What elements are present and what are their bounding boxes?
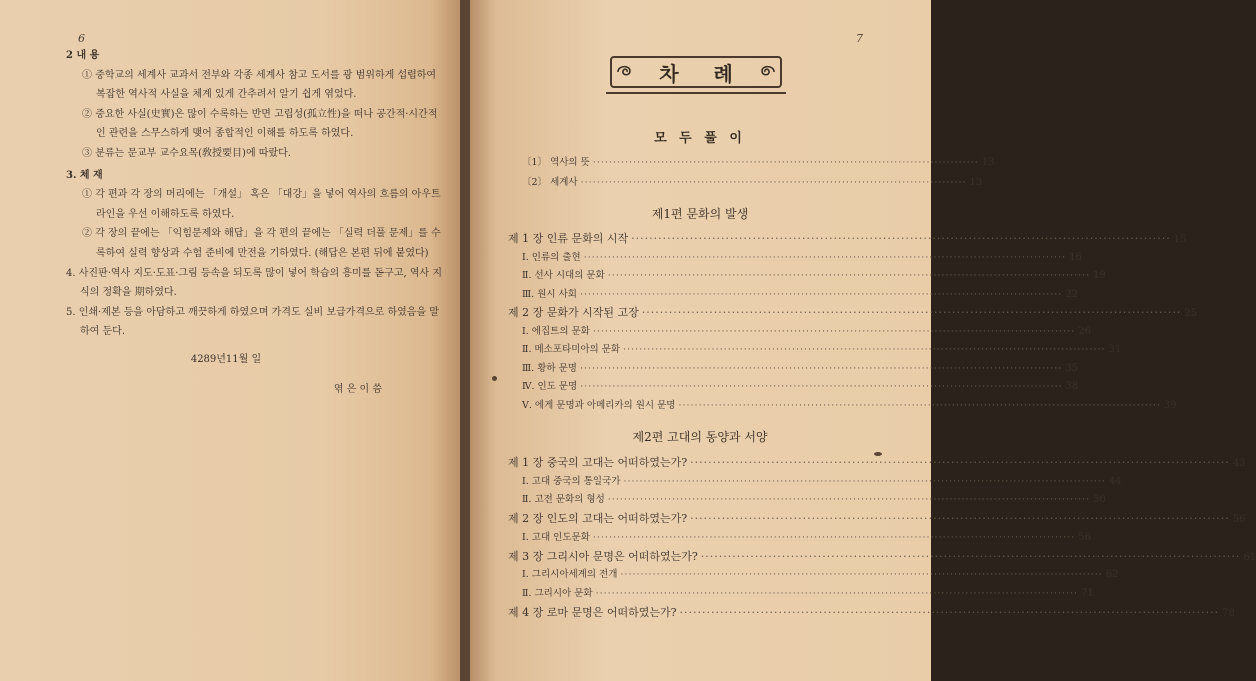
toc-leader-dots: ························································································································ (607, 270, 1091, 281)
toc-entry-page: 56 (1078, 531, 1091, 543)
toc-entry-page: 78 (1222, 607, 1235, 619)
toc-section-entry[interactable] (508, 323, 1091, 337)
toc-leader-dots: ························································································································ (607, 494, 1091, 506)
format-item-2: ② 각 장의 끝에는 「익힘문제와 해답」을 각 편의 끝에는 「실력 더풀 문제」를 수록하여 실력 향상과 수험 준비에 만전을 기하였다. (해답은 본편 뒤에 붙였다) (82, 228, 441, 259)
paper-stain (874, 452, 882, 456)
numbered-item-4: 4. 사진판·역사 지도·도표·그림 등속을 되도록 많이 넣어 학습의 흥미를 돋구고, 역사 지식의 정확을 期하였다. (66, 267, 443, 299)
toc-leader-dots: ························································································································ (592, 325, 1076, 337)
toc-leader-dots: ························································································································ (631, 232, 1171, 245)
toc-entry-label: 제 3 장 그리시아 문명은 어떠하였는가? (508, 549, 698, 563)
preface-signature: 엮 은 이 씀 (333, 383, 382, 395)
toc-section-entry[interactable] (508, 491, 1106, 506)
title-underline (606, 92, 786, 94)
toc-entry-page: 35 (1065, 362, 1079, 374)
right-page-number: 7 (856, 32, 863, 45)
toc-chapter-entry[interactable] (508, 230, 1187, 246)
numbered-item-5: 5. 인쇄·제본 등을 아담하고 깨끗하게 하였으며 가격도 실비 보급가격으로 하였음을 말하여 둔다. (66, 306, 439, 338)
toc-entry[interactable]: 〔1〕 역사의 뜻 ································································································ 13 (522, 157, 995, 168)
toc-leader-dots: ························································································································ (623, 475, 1106, 487)
toc-leader-dots: ························································································································ (583, 251, 1067, 263)
toc-entry-label: Ⅴ. 에게 문명과 아메리카의 원시 문명 (522, 399, 676, 411)
toc-chapter-entry[interactable] (508, 548, 1256, 564)
toc-leader-dots: ························································································································ (579, 288, 1063, 300)
toc-entry-label: Ⅲ. 황하 문명 (522, 362, 577, 374)
toc-entry-label: Ⅰ. 인류의 출현 (522, 251, 581, 263)
toc-entry-page: 62 (1105, 569, 1119, 581)
toc-entry-label: 제 1 장 중국의 고대는 어떠하였는가? (508, 456, 688, 469)
toc-leader-dots: ························································································································ (592, 531, 1076, 543)
toc-entry[interactable]: 〔2〕 세계사 ································································································ 13 (522, 177, 983, 188)
toc-entry-label: 제 2 장 인도의 고대는 어떠하였는가? (508, 512, 688, 526)
toc-entry-label: Ⅱ. 그리시아 문화 (522, 587, 593, 599)
toc-entry-page: 50 (1093, 494, 1106, 506)
section-heading-content: 2 내 용 (66, 50, 100, 61)
toc-section-entry[interactable] (508, 249, 1082, 263)
toc-section-entry[interactable] (508, 585, 1094, 599)
toc-leader-dots: ························································································································ (595, 587, 1078, 599)
toc-leader-dots: ························································································································ (678, 399, 1161, 411)
toc-leader-dots: ························································································································ (690, 512, 1230, 526)
toc-leader-dots: ························································································································ (641, 306, 1182, 319)
toc-entry-label: Ⅰ. 에집트의 문화 (522, 325, 590, 337)
paper-stain (492, 376, 497, 381)
scroll-ornament-icon (614, 61, 636, 83)
toc-entry-label: 제 4 장 로마 문명은 어떠하였는가? (508, 605, 677, 619)
toc-entry-page: 31 (1108, 344, 1122, 355)
toc-entry-page: 16 (1069, 251, 1082, 263)
toc-section-entry[interactable] (508, 378, 1079, 392)
toc-leader-dots: ························································································································ (700, 549, 1241, 563)
format-item-1: ① 각 편과 각 장의 머리에는 「개설」 혹은 「대강」을 넣어 역사의 흐름의 아우트라인을 우선 이해하도록 하였다. (82, 189, 441, 220)
section-heading-format: 3. 체 재 (66, 169, 103, 181)
toc-entry-page: 71 (1080, 587, 1094, 599)
content-item-3: ③ 분류는 문교부 교수요목(敎授要目)에 따랐다. (82, 147, 291, 159)
preface-text (66, 46, 446, 399)
scroll-ornament-icon (756, 61, 778, 83)
toc-entry-label: Ⅰ. 고대 인도문화 (522, 531, 590, 543)
toc-entry-label: Ⅱ. 메소포타미아의 문화 (522, 344, 621, 355)
toc-title: 차 례 (659, 61, 747, 86)
toc-section-entry[interactable] (508, 286, 1079, 300)
preface-date: 4289년11월 일 (190, 353, 262, 365)
toc-entry-label: Ⅰ. 고대 중국의 통일국가 (522, 475, 621, 487)
toc-entry-label: Ⅱ. 고전 문화의 형성 (522, 494, 605, 506)
content-item-1: ① 중학교의 세계사 교과서 전부와 각종 세계사 참고 도서를 광 범위하게 섭렵하여 복잡한 역사적 사실을 체계 있게 간추려서 알기 쉽게 엮었다. (82, 69, 437, 101)
toc-entry-page: 43 (1232, 458, 1246, 469)
toc-entry-page: 19 (1093, 270, 1106, 281)
toc-entry-page: 38 (1065, 381, 1079, 392)
left-page-number: 6 (78, 32, 85, 45)
toc-part1-heading: 제1편 문화의 발생 (651, 207, 749, 221)
toc-section-entry[interactable] (508, 267, 1106, 281)
content-item-2: ② 중요한 사실(史實)은 많이 수록하는 반면 고립성(孤立性)을 떠나 공간적·시간적인 관련을 스무스하게 맺어 종합적인 이해를 하도록 하였다. (82, 108, 438, 140)
toc-chapter-entry[interactable] (508, 510, 1246, 526)
toc-entry-page: 22 (1065, 288, 1079, 300)
toc-entry-page: 15 (1173, 234, 1187, 245)
toc-section-entry[interactable] (508, 566, 1119, 581)
toc-entry-label: Ⅱ. 선사 시대의 문화 (522, 270, 605, 281)
toc-part2-heading: 제2편 고대의 동양과 서양 (632, 430, 768, 444)
toc-section-entry[interactable] (508, 473, 1122, 487)
toc-entry-page: 26 (1078, 325, 1091, 337)
toc-leader-dots: ························································································································ (690, 456, 1230, 469)
toc-entry-label: 제 1 장 인류 문화의 시작 (508, 232, 629, 245)
toc-entry-page: 56 (1232, 514, 1246, 526)
toc-section-entry[interactable] (508, 529, 1091, 543)
toc-chapter-entry[interactable] (508, 304, 1198, 320)
toc-section-entry[interactable] (508, 360, 1079, 374)
toc-chapter-entry[interactable] (508, 604, 1235, 620)
toc-leader-dots: ························································································································ (679, 605, 1220, 619)
book-gutter (460, 0, 470, 681)
toc-title-box (610, 56, 782, 88)
toc-section-entry[interactable] (508, 341, 1122, 355)
toc-entry-page: 39 (1163, 399, 1177, 411)
toc-leader-dots: ························································································································ (623, 344, 1106, 355)
toc-entry-label: 제 2 장 문화가 시작된 고장 (508, 306, 639, 319)
toc-entry-page: 44 (1108, 475, 1122, 487)
toc-leader-dots: ························································································································ (580, 381, 1063, 392)
toc-entry-page: 61 (1243, 551, 1256, 563)
toc-entry-label: Ⅳ. 인도 문명 (522, 381, 578, 392)
toc-entry-label: Ⅲ. 원시 사회 (522, 288, 577, 300)
toc-chapter-entry[interactable] (508, 454, 1246, 470)
toc-leader-dots: ························································································································ (579, 362, 1063, 374)
toc-section-entry[interactable] (508, 397, 1177, 411)
toc-intro-heading: 모 두 풀 이 (654, 131, 746, 146)
toc-leader-dots: ························································································································ (620, 569, 1103, 581)
toc-entry-label: Ⅰ. 그리시아세계의 전개 (522, 569, 618, 581)
toc-entry-page: 25 (1184, 308, 1198, 319)
